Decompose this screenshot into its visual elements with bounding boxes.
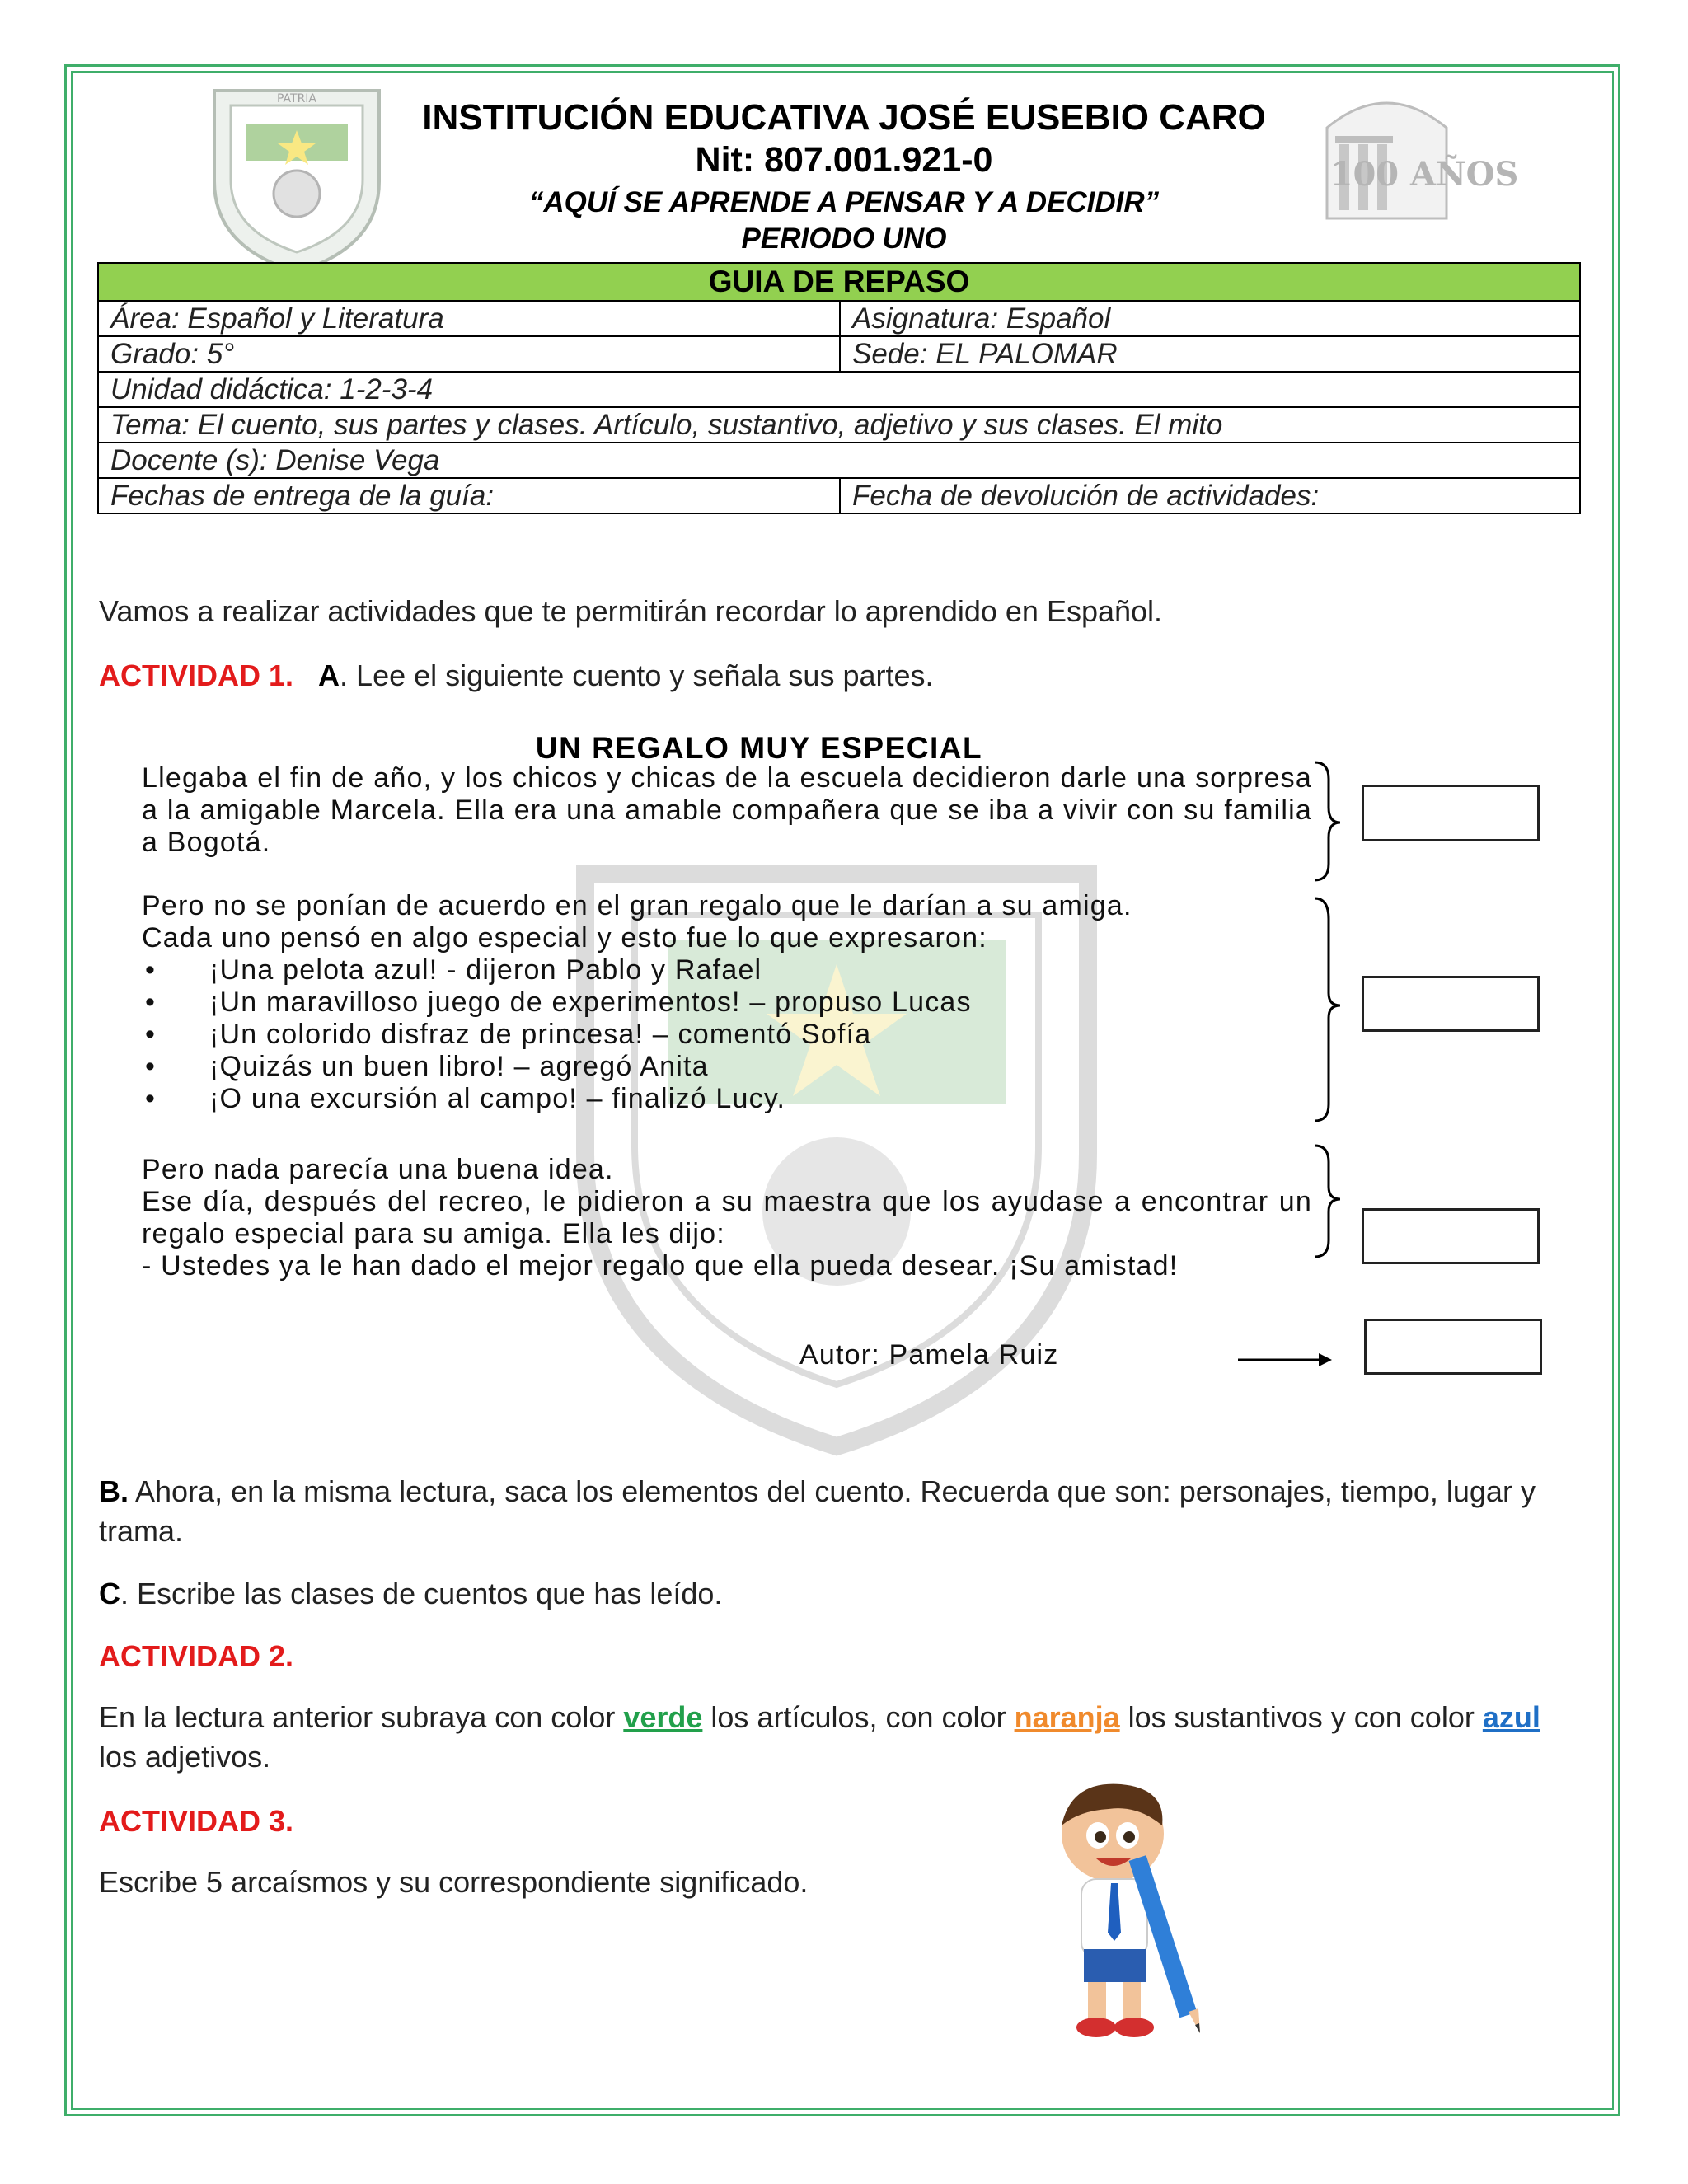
- motto: “AQUÍ SE APRENDE A PENSAR Y A DECIDIR”: [528, 186, 1160, 218]
- crest-patria-text: PATRIA: [276, 92, 317, 105]
- story-bullet: • ¡Un maravilloso juego de experimentos! – propuso Lucas: [142, 987, 1312, 1019]
- kid-with-pencil-illustration: [1030, 1776, 1228, 2048]
- activity1-c-body: . Escribe las clases de cuentos que has leído.: [120, 1577, 723, 1610]
- activity2-t2: los artículos, con color: [702, 1700, 1015, 1734]
- activity2-green-word: verde: [623, 1700, 703, 1734]
- activity1-c-text: [99, 1574, 1566, 1614]
- activity1-a-line: [99, 656, 1566, 696]
- activity2-orange-word: naranja: [1014, 1700, 1120, 1734]
- fecha-devolucion-cell: Fecha de devolución de actividades:: [840, 478, 1580, 513]
- institution-name: INSTITUCIÓN EDUCATIVA JOSÉ EUSEBIO CARO: [422, 97, 1266, 138]
- story-p3-line1: Pero nada parecía una buena idea.: [142, 1154, 614, 1185]
- activity2-label: ACTIVIDAD 2.: [99, 1639, 294, 1673]
- story-paragraph-3: [142, 1154, 1312, 1282]
- area-cell: Área: Español y Literatura: [98, 301, 840, 336]
- answer-box-desenlace[interactable]: [1362, 1208, 1540, 1264]
- activity3-text: Escribe 5 arcaísmos y su correspondiente significado.: [99, 1865, 809, 1899]
- centenary-logo-text: 100 AÑOS: [1329, 155, 1519, 194]
- activity1-b-body: Ahora, en la misma lectura, saca los elementos del cuento. Recuerda que son: personajes, tiempo, lugar y trama.: [99, 1474, 1536, 1548]
- answer-box-autor[interactable]: [1364, 1319, 1542, 1375]
- story-p3-quote: - Ustedes ya le han dado el mejor regalo que ella pueda desear. ¡Su amistad!: [142, 1250, 1179, 1282]
- sede-cell: Sede: EL PALOMAR: [840, 336, 1580, 372]
- activity1-c-letter: C: [99, 1577, 120, 1610]
- story-bullet: • ¡Un colorido disfraz de princesa! – comentó Sofía: [142, 1019, 1312, 1051]
- tema-cell: Tema: El cuento, sus partes y clases. Artículo, sustantivo, adjetivo y sus clases. El mito: [98, 407, 1580, 443]
- answer-box-inicio[interactable]: [1362, 785, 1540, 841]
- grado-cell: Grado: 5°: [98, 336, 840, 372]
- answer-box-nudo[interactable]: [1362, 976, 1540, 1032]
- unidad-cell: Unidad didáctica: 1-2-3-4: [98, 372, 1580, 407]
- activity1-a-letter: A: [318, 658, 340, 692]
- activity2-blue-word: azul: [1482, 1700, 1540, 1734]
- asignatura-cell: Asignatura: Español: [840, 301, 1580, 336]
- guide-info-table: [97, 262, 1581, 514]
- story-p2-line2: Cada uno pensó en algo especial y esto fue lo que expresaron:: [142, 922, 987, 954]
- activity1-label: ACTIVIDAD 1.: [99, 658, 294, 692]
- activity1-b-letter: B.: [99, 1474, 129, 1508]
- story-paragraph-1: Llegaba el fin de año, y los chicos y chicas de la escuela decidieron darle una sorpresa a la amigable Marcela. Ella era una amable compañera que se iba a vivir con su familia a Bogotá.: [142, 762, 1312, 858]
- guide-title-cell: GUIA DE REPASO: [98, 263, 1580, 301]
- intro-text: Vamos a realizar actividades que te permitirán recordar lo aprendido en Español.: [99, 594, 1163, 628]
- activity2-text: [99, 1698, 1566, 1777]
- activity2-t1: En la lectura anterior subraya con color: [99, 1700, 624, 1734]
- story-paragraph-2: [142, 890, 1312, 1115]
- story-p2-line1: Pero no se ponían de acuerdo en el gran regalo que le darían a su amiga.: [142, 890, 1132, 921]
- activity2-t3: los sustantivos y con color: [1119, 1700, 1483, 1734]
- period: PERIODO UNO: [741, 223, 947, 255]
- nit-number: Nit: 807.001.921-0: [695, 140, 993, 180]
- story-bullet: • ¡Una pelota azul! - dijeron Pablo y Rafael: [142, 954, 1312, 987]
- fecha-entrega-cell: Fechas de entrega de la guía:: [98, 478, 840, 513]
- story-bullet: • ¡Quizás un buen libro! – agregó Anita: [142, 1051, 1312, 1083]
- author-arrow-icon: [1236, 1347, 1335, 1372]
- story-p3-rest: Ese día, después del recreo, le pidieron a su maestra que los ayudase a encontrar un regalo especial para su amiga. Ella les dijo:: [142, 1186, 1312, 1249]
- activity1-a-text: . Lee el siguiente cuento y señala sus partes.: [340, 658, 934, 692]
- story-bullet: • ¡O una excursión al campo! – finalizó Lucy.: [142, 1083, 1312, 1115]
- story-title: UN REGALO MUY ESPECIAL: [535, 731, 983, 765]
- docente-cell: Docente (s): Denise Vega: [98, 443, 1580, 478]
- activity1-b-text: [99, 1472, 1566, 1551]
- activity2-t4: los adjetivos.: [99, 1740, 271, 1774]
- story-author: Autor: Pamela Ruiz: [799, 1339, 1059, 1371]
- activity3-label: ACTIVIDAD 3.: [99, 1804, 294, 1838]
